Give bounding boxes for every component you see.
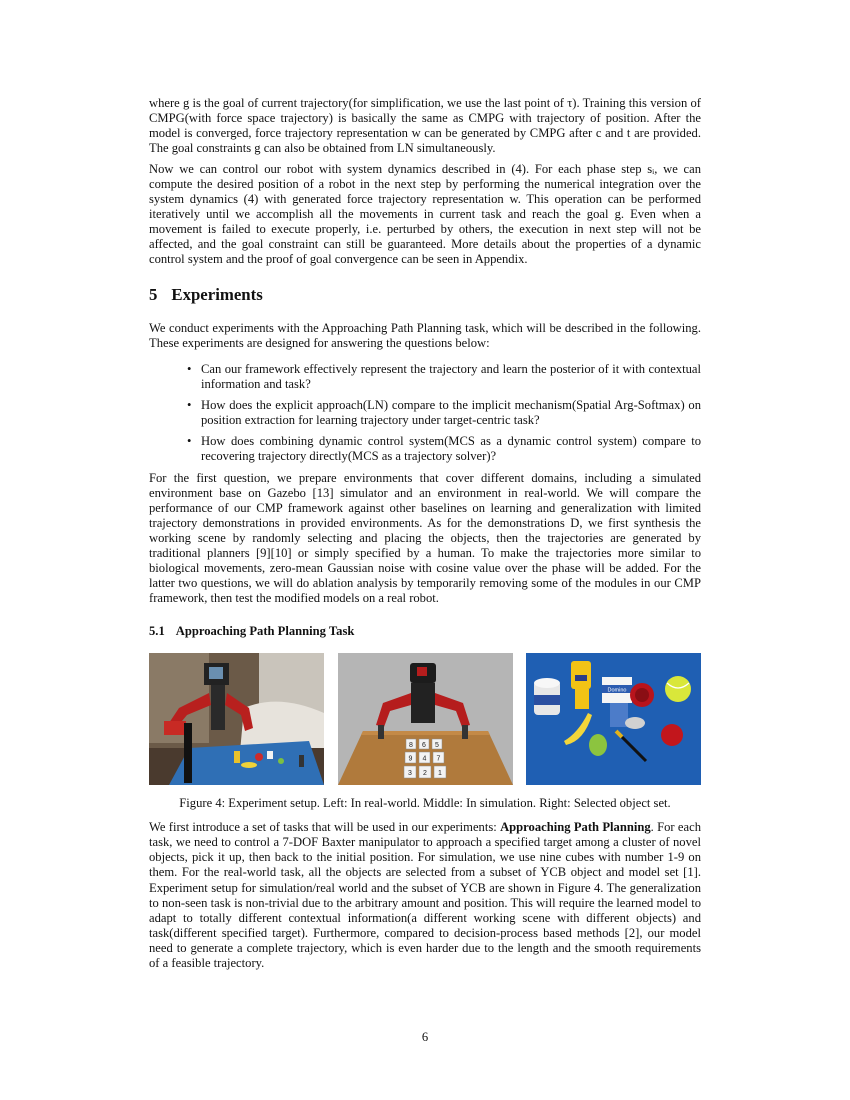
task-intro-text: We first introduce a set of tasks that will be used in our experiments: bbox=[149, 820, 501, 835]
paragraph-control: Now we can control our robot with system dynamics described in (4). For each phase step sᵢ, we can compute the desired position of a robot in the next step by performing the numerical integration over the system dynamics (4) with generated force trajectory representation w. This operation can be performed iteratively until we accomplish all the movements in current task and reach the goal g. Even when a movement is failed to execute properly, i.e. perturbed by others, the execution in next step will not be affected, and the goal constraint can still be guaranteed. More details about the properties of a dynamic control system and the proof of goal convergence can be seen in Appendix. bbox=[149, 162, 701, 267]
cube-label: 6 bbox=[421, 742, 426, 750]
simulation-render bbox=[338, 653, 513, 785]
bullet-text: How does combining dynamic control system(MCS as a dynamic control system) compare to recovering trajectory directly(MCS as a trajectory solver)? bbox=[201, 433, 701, 463]
real-world-illustration bbox=[149, 653, 324, 785]
paragraph-goal: where g is the goal of current trajectory(for simplification, we use the last point of τ). Training this version of CMPG(with force space trajectory) is basically the same as CMPG with trajectory of position. After the model is converged, force trajectory representation w can be generated by CMPG after c and t are provided. The goal constraints g can also be obtained from LN simultaneously. bbox=[149, 96, 701, 156]
page-number: 6 bbox=[421, 1030, 429, 1044]
cube-label: 9 bbox=[408, 755, 412, 763]
bullet-text: Can our framework effectively represent the trajectory and learn the posterior of it with contextual information and task? bbox=[201, 361, 701, 391]
cube-label: 1 bbox=[437, 770, 442, 778]
paragraph-intro: We conduct experiments with the Approaching Path Planning task, which will be described in the following. These experiments are designed for answering the questions below: bbox=[149, 320, 701, 350]
cube-grid bbox=[404, 739, 446, 778]
section-number: 5 bbox=[149, 284, 158, 304]
section-heading bbox=[149, 285, 701, 305]
cube-label: 3 bbox=[407, 770, 412, 778]
paragraph-task-definition bbox=[149, 820, 701, 970]
page-body bbox=[149, 96, 701, 971]
subsection-number: 5.1 bbox=[149, 624, 165, 639]
cube-label: 4 bbox=[422, 755, 426, 763]
subsection-title: Approaching Path Planning Task bbox=[175, 624, 355, 639]
question-list bbox=[149, 362, 701, 464]
task-name: Approaching Path Planning bbox=[500, 820, 651, 835]
product-label: Domino bbox=[607, 687, 627, 694]
object-set-illustration bbox=[526, 653, 701, 785]
figure-caption: Figure 4: Experiment setup. Left: In real-world. Middle: In simulation. Right: Selected object set. bbox=[179, 796, 671, 811]
figure-4 bbox=[149, 653, 701, 785]
bullet-text: How does the explicit approach(LN) compare to the implicit mechanism(Spatial Arg-Softmax) on position extraction for learning trajectory under target-centric task? bbox=[201, 397, 701, 427]
object-set-photo bbox=[526, 653, 701, 785]
simulation-illustration bbox=[338, 653, 513, 785]
real-world-photo bbox=[149, 653, 324, 785]
bullet-dot-icon: • bbox=[187, 361, 192, 376]
paragraph-environments: For the first question, we prepare environments that cover different domains, including a simulated environment base on Gazebo [13] simulator and an environment in real-world. We will compare the performance of our CMP framework against other baselines on learning and generalization with limited trajectory demonstrations in provided environments. As for the demonstrations D, we first synthesis the working scene by randomly selecting and placing the objects, then the trajectories are generated by traditional planners [9][10] or simply specified by a human. To make the trajectories more similar to biological movements, zero-mean Gaussian noise with cosine value over the phase will be added. For the latter two questions, we will do ablation analysis by temporarily removing some of the modules in our CMP framework, then test the modified models on a real robot. bbox=[149, 470, 701, 606]
list-item bbox=[187, 397, 701, 428]
cube-label: 7 bbox=[436, 755, 440, 763]
bullet-dot-icon: • bbox=[187, 433, 192, 448]
cube-label: 8 bbox=[408, 742, 413, 750]
list-item bbox=[187, 361, 701, 392]
cube-label: 2 bbox=[422, 770, 427, 778]
bullet-dot-icon: • bbox=[187, 397, 192, 412]
section-title: Experiments bbox=[171, 284, 263, 304]
subsection-heading bbox=[149, 624, 701, 639]
list-item bbox=[187, 433, 701, 464]
task-description-text: . For each task, we need to control a 7-DOF Baxter manipulator to approach a specified target among a cluster of novel objects, pick it up, then back to the initial position. For simulation, we use nine cubes with number 1-9 on them. For the real-world task, all the objects are selected from a subset of YCB object and model set [1]. Experiment setup for simulation/real world and the subset of YCB are shown in Figure 4. The generalization to non-seen task is non-trivial due to the arbitrary amount and position. This will require the learned model to adapt to totally different contextual information(a different working scene with different objects) and task(different specified target). Furthermore, compared to decision-process based methods [2], our model need to generate a complete trajectory, which is even harder due to the length and the smooth requirements of a feasible trajectory. bbox=[149, 820, 701, 970]
cube-label: 5 bbox=[434, 742, 439, 750]
